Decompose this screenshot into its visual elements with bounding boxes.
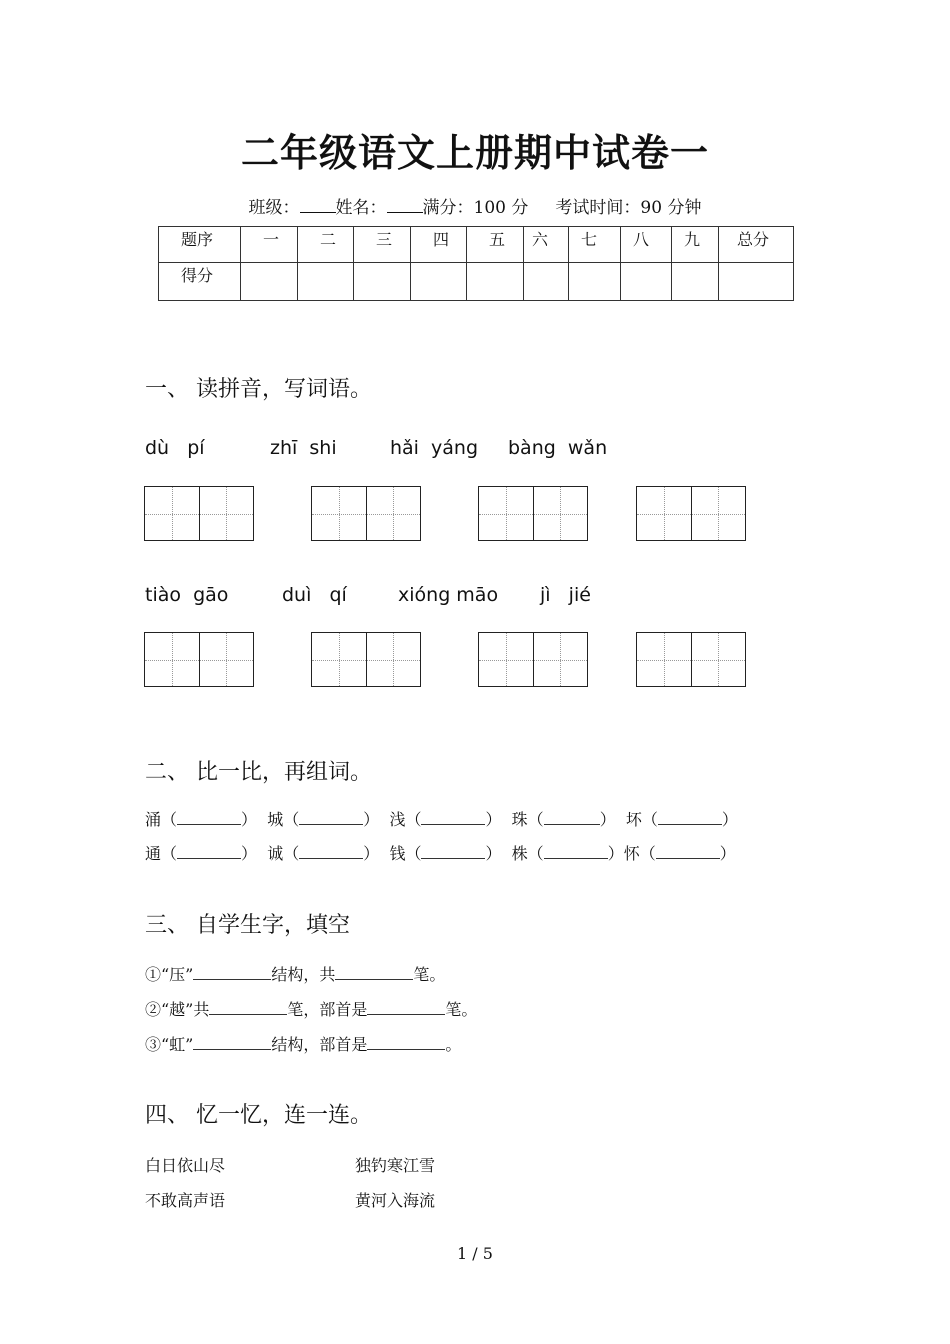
writing-grid[interactable] bbox=[311, 486, 421, 541]
table-header-cell: 总分 bbox=[719, 227, 794, 263]
table-header-cell: 五 bbox=[467, 227, 524, 263]
question-text: 笔，部首是 bbox=[287, 1000, 368, 1019]
section-3-title: 三、 自学生字，填空 bbox=[145, 913, 350, 938]
score-cell[interactable] bbox=[467, 263, 524, 301]
pinyin: duì qí bbox=[282, 584, 347, 606]
score-cell[interactable] bbox=[411, 263, 467, 301]
pinyin: xióng māo bbox=[398, 584, 499, 606]
question-text: 笔。 bbox=[445, 1000, 478, 1019]
answer-blank[interactable] bbox=[193, 965, 271, 980]
score-cell[interactable] bbox=[621, 263, 672, 301]
writing-grid[interactable] bbox=[636, 632, 746, 687]
char: 通 bbox=[145, 844, 162, 863]
table-header-cell: 题序 bbox=[159, 227, 241, 263]
exam-time: 考试时间：90 分钟 bbox=[555, 198, 702, 218]
answer-blank[interactable] bbox=[544, 844, 608, 859]
question-3 bbox=[145, 1032, 461, 1055]
poem-line-right[interactable]: 独钓寒江雪 bbox=[355, 1156, 436, 1175]
score-cell[interactable] bbox=[354, 263, 411, 301]
class-label: 班级： bbox=[248, 198, 300, 218]
question-1 bbox=[145, 962, 445, 985]
score-table-score-row bbox=[159, 263, 794, 301]
char: 珠 bbox=[511, 810, 528, 829]
table-header-cell: 一 bbox=[241, 227, 298, 263]
writing-grid[interactable] bbox=[478, 632, 588, 687]
answer-blank[interactable] bbox=[209, 1000, 287, 1015]
score-table bbox=[158, 226, 794, 301]
page-title: 二年级语文上册期中试卷一 bbox=[240, 131, 709, 175]
answer-blank[interactable] bbox=[299, 810, 363, 825]
writing-grid[interactable] bbox=[311, 632, 421, 687]
answer-blank[interactable] bbox=[658, 810, 722, 825]
answer-blank[interactable] bbox=[421, 844, 485, 859]
question-text: 笔。 bbox=[413, 965, 446, 984]
pinyin: tiào gāo bbox=[145, 584, 229, 606]
char: 株 bbox=[511, 844, 528, 863]
pinyin: zhī shi bbox=[270, 437, 337, 459]
answer-blank[interactable] bbox=[177, 844, 241, 859]
score-table-header-row bbox=[159, 227, 794, 263]
table-header-cell: 二 bbox=[298, 227, 354, 263]
answer-blank[interactable] bbox=[656, 844, 720, 859]
section-4-title: 四、 忆一忆，连一连。 bbox=[145, 1103, 372, 1128]
table-header-cell: 四 bbox=[411, 227, 467, 263]
answer-blank[interactable] bbox=[193, 1035, 271, 1050]
answer-blank[interactable] bbox=[367, 1035, 445, 1050]
question-text: 结构，共 bbox=[271, 965, 336, 984]
writing-grid[interactable] bbox=[478, 486, 588, 541]
char: 城 bbox=[267, 810, 284, 829]
answer-blank[interactable] bbox=[335, 965, 413, 980]
name-blank[interactable] bbox=[387, 196, 423, 213]
question-text: 结构，部首是 bbox=[271, 1035, 368, 1054]
question-2 bbox=[145, 997, 477, 1020]
char: 涌 bbox=[145, 810, 162, 829]
page-number: 1 / 5 bbox=[457, 1244, 493, 1263]
writing-grid[interactable] bbox=[636, 486, 746, 541]
char: 坏 bbox=[625, 810, 642, 829]
answer-blank[interactable] bbox=[544, 810, 600, 825]
table-header-cell: 七 bbox=[569, 227, 621, 263]
char: 浅 bbox=[389, 810, 406, 829]
poem-line-right[interactable]: 黄河入海流 bbox=[355, 1191, 436, 1210]
char: 怀 bbox=[623, 844, 640, 863]
score-cell[interactable] bbox=[241, 263, 298, 301]
question-text: ①“压” bbox=[145, 965, 194, 984]
poem-line-left[interactable]: 不敢高声语 bbox=[145, 1191, 226, 1210]
writing-grid[interactable] bbox=[144, 486, 254, 541]
char: 诚 bbox=[267, 844, 284, 863]
score-cell[interactable] bbox=[672, 263, 719, 301]
pinyin: dù pí bbox=[145, 437, 205, 459]
pinyin: bàng wǎn bbox=[508, 437, 608, 459]
char: 钱 bbox=[389, 844, 406, 863]
section-1-title: 一、 读拼音，写词语。 bbox=[145, 377, 372, 402]
compare-row-1: 涌（ ） 城（ ） 浅（ ） 珠（ ） 坏（ ） bbox=[145, 810, 738, 829]
answer-blank[interactable] bbox=[177, 810, 241, 825]
score-cell[interactable] bbox=[298, 263, 354, 301]
section-2-title: 二、 比一比，再组词。 bbox=[145, 760, 372, 785]
score-row-label: 得分 bbox=[159, 263, 241, 301]
answer-blank[interactable] bbox=[421, 810, 485, 825]
table-header-cell: 六 bbox=[524, 227, 569, 263]
table-header-cell: 九 bbox=[672, 227, 719, 263]
table-header-cell: 三 bbox=[354, 227, 411, 263]
score-cell[interactable] bbox=[719, 263, 794, 301]
pinyin: jì jié bbox=[540, 584, 591, 606]
pinyin: hǎi yáng bbox=[390, 437, 479, 459]
question-text: 。 bbox=[445, 1035, 462, 1054]
score-cell[interactable] bbox=[524, 263, 569, 301]
class-blank[interactable] bbox=[300, 196, 336, 213]
table-header-cell: 八 bbox=[621, 227, 672, 263]
question-text: ③“虹” bbox=[145, 1035, 194, 1054]
writing-grid[interactable] bbox=[144, 632, 254, 687]
poem-line-left[interactable]: 白日依山尽 bbox=[145, 1156, 226, 1175]
name-label: 姓名： bbox=[335, 198, 387, 218]
answer-blank[interactable] bbox=[299, 844, 363, 859]
compare-row-2: 通（ ） 诚（ ） 钱（ ） 株（ ）怀（ ） bbox=[145, 844, 736, 863]
full-score: 满分：100 分 bbox=[422, 198, 529, 218]
exam-info bbox=[0, 193, 950, 218]
question-text: ②“越”共 bbox=[145, 1000, 210, 1019]
answer-blank[interactable] bbox=[367, 1000, 445, 1015]
score-cell[interactable] bbox=[569, 263, 621, 301]
